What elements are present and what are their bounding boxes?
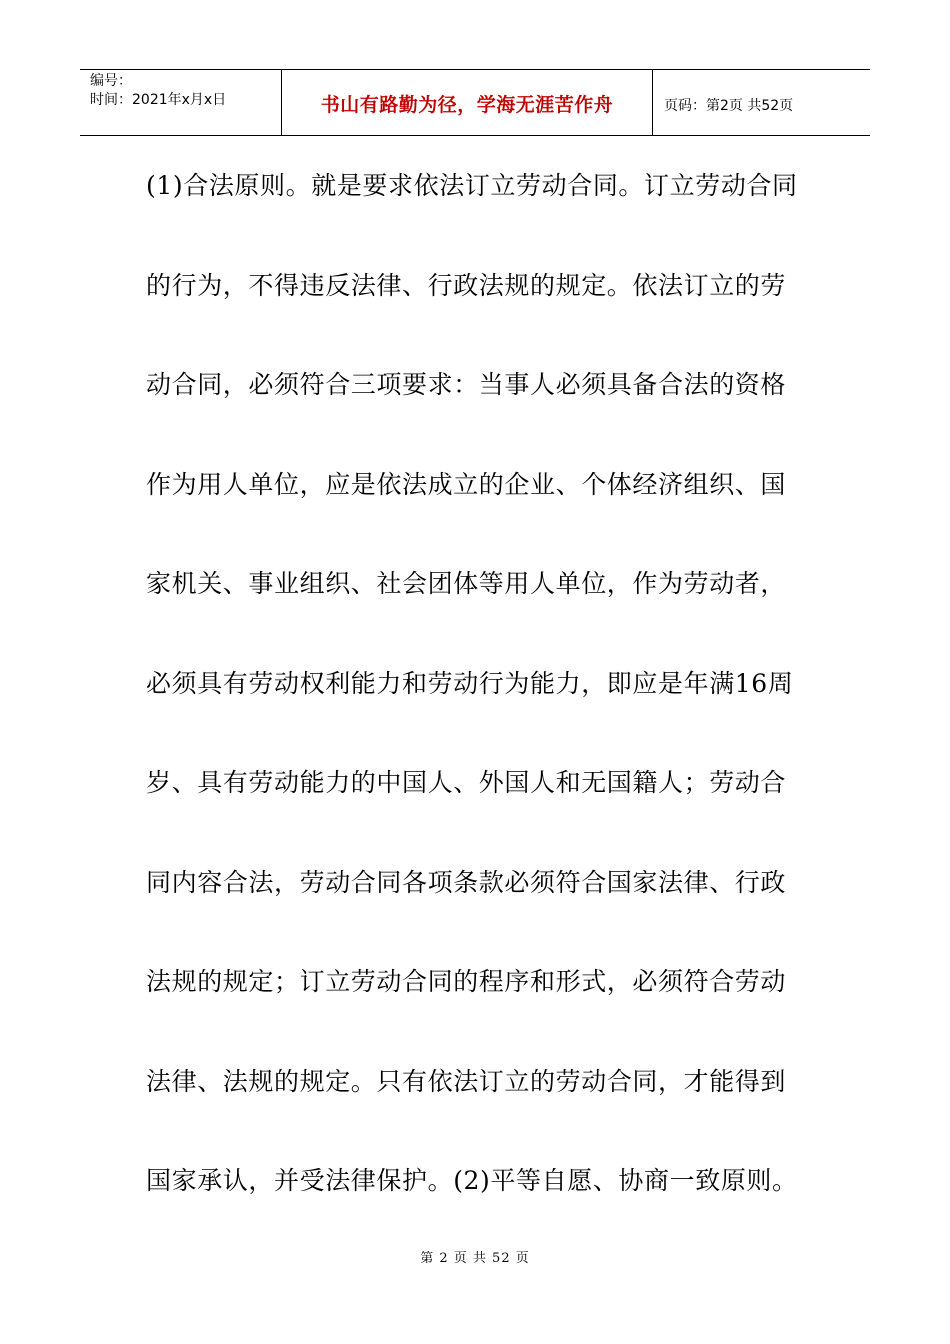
body-line: 法规的规定；订立劳动合同的程序和形式，必须符合劳动 (146, 967, 787, 996)
body-line: 家机关、事业组织、社会团体等用人单位，作为劳动者， (146, 569, 787, 598)
header-motto-cell (281, 70, 653, 135)
body-line: 的行为，不得违反法律、行政法规的规定。依法订立的劳 (146, 270, 787, 300)
body-line: 岁、具有劳动能力的中国人、外国人和无国籍人；劳动合 (146, 768, 787, 797)
page-footer: 第 2 页 共 52 页 (420, 1251, 530, 1266)
body-line: 必须具有劳动权利能力和劳动行为能力，即应是年满16周 (146, 668, 794, 698)
page-header (80, 69, 870, 136)
motto-text: 书山有路勤为径，学海无涯苦作舟 (320, 94, 614, 116)
header-page-info: 页码：第2页 共52页 (664, 98, 794, 114)
body-line: (1)合法原则。就是要求依法订立劳动合同。订立劳动合同 (146, 171, 798, 200)
body-line: 国家承认，并受法律保护。(2)平等自愿、协商一致原则。 (146, 1166, 798, 1195)
body-line: 作为用人单位，应是依法成立的企业、个体经济组织、国 (146, 469, 787, 499)
body-line: 同内容合法，劳动合同各项条款必须符合国家法律、行政 (146, 867, 787, 897)
time-label: 时间：2021年x月x日 (90, 92, 227, 108)
number-label: 编号： (90, 73, 132, 89)
header-meta (80, 70, 280, 135)
document-body (146, 160, 816, 1255)
body-line: 法律、法规的规定。只有依法订立的劳动合同，才能得到 (146, 1066, 787, 1096)
body-line: 动合同，必须符合三项要求：当事人必须具备合法的资格 (146, 370, 787, 399)
